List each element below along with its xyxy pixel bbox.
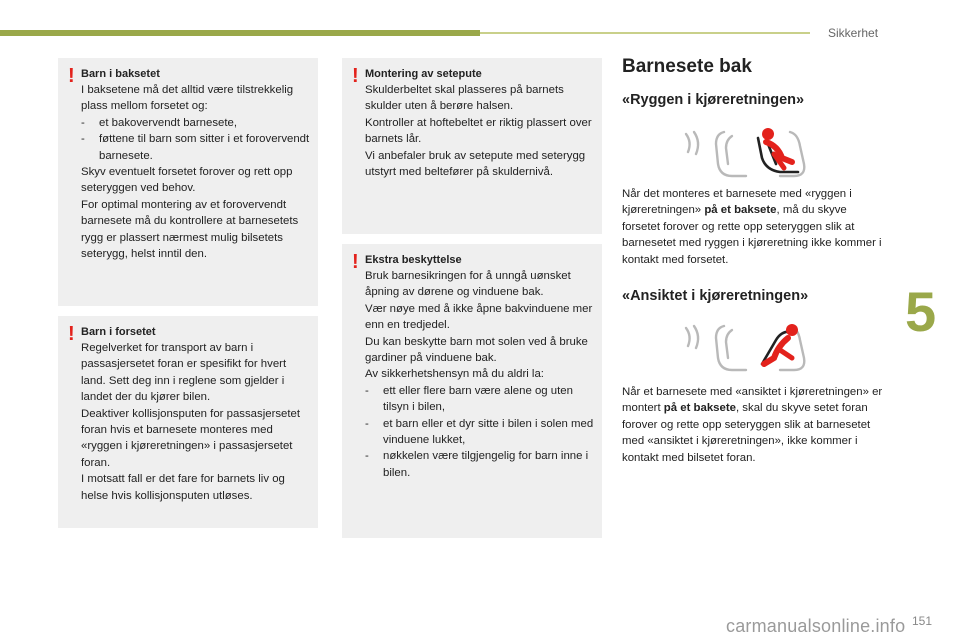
warning-box-setepute bbox=[342, 58, 602, 234]
list-item: - et barn eller et dyr sitte i bilen i solen med vinduene lukket, bbox=[365, 417, 594, 447]
warning-box-forsetet bbox=[58, 316, 318, 528]
forward-facing-description: Når et barnesete med «ansiktet i kjøreretningen» er montert på et baksete, skal du skyve setet foran forover og rette opp seteryggen slik at barnesetet med «ansiktet i kjøreretningen», ikke kommer i kontakt med bilsetet foran. bbox=[622, 386, 883, 464]
list-item: - ett eller flere barn være alene og uten tilsyn i bilen, bbox=[365, 384, 573, 414]
heading-forward-facing: «Ansiktet i kjøreretningen» bbox=[622, 288, 809, 304]
chapter-number: 5 bbox=[905, 280, 937, 343]
list-item: - et bakovervendt barnesete, bbox=[81, 116, 238, 129]
list-item: - nøkkelen være tilgjengelig for barn inne i bilen. bbox=[365, 450, 589, 479]
box-title: Barn i baksetet bbox=[81, 68, 160, 80]
box-text: Bruk barnesikringen for å unngå uønsket åpning av dørene og vinduene bak. Vær nøye med å ikke åpne bakvinduene mer enn en tredjedel. Du kan beskytte barn mot solen ved å bruke gardiner på vinduene bak. Av sikkerhetshensyn må du aldri la: bbox=[365, 270, 593, 381]
forward-facing-child-seat-icon bbox=[680, 318, 830, 376]
box-text: Regelverket for transport av barn i passasjersetet foran er spesifikt for hvert land. Sett deg inn i reglene som gjelder i landet der du kjører bilen. Deaktiver kollisjonsputen for passasjersetet foran hvis et barnesete monteres med «ryggen i kjøreretningen» i passasjersetet foran. I motsatt fall er det fare for barnets liv og helse hvis kollisjonsputen utløses. bbox=[81, 342, 301, 502]
box-text: I baksetene må det alltid være tilstrekkelig plass mellom forsetet og: bbox=[81, 84, 294, 113]
exclamation-icon: ! bbox=[68, 323, 75, 345]
header-accent-bar bbox=[0, 30, 480, 36]
page-title: Barnesete bak bbox=[622, 56, 752, 77]
box-title: Barn i forsetet bbox=[81, 326, 156, 338]
list-item: - føttene til barn som sitter i et forovervendt barnesete. bbox=[81, 133, 310, 162]
header-rule bbox=[480, 32, 810, 34]
exclamation-icon: ! bbox=[352, 65, 359, 87]
box-text: Skyv eventuelt forsetet forover og rett opp seteryggen ved behov. For optimal montering av et forovervendt barnesete må du kontrollere at barnesetets rygg er plassert nærmest mulig bilsetets seterygg, helst inntil den. bbox=[81, 166, 299, 261]
box-title: Montering av setepute bbox=[365, 68, 482, 80]
rear-facing-description: Når det monteres et barnesete med «ryggen i kjøreretningen» på et baksete, må du skyve forsetet forover og rette opp seteryggen slik at barnesetet med ryggen i kjøreretning ikke kommer i kontakt med forsetet. bbox=[622, 188, 882, 266]
section-label: Sikkerhet bbox=[828, 26, 879, 40]
rear-facing-child-seat-icon bbox=[680, 124, 830, 182]
heading-rear-facing: «Ryggen i kjøreretningen» bbox=[622, 92, 805, 108]
box-title: Ekstra beskyttelse bbox=[365, 254, 462, 266]
warning-box-ekstra bbox=[342, 244, 602, 538]
page-number: 151 bbox=[912, 614, 933, 628]
box-list bbox=[81, 115, 310, 164]
box-list bbox=[365, 383, 594, 481]
watermark: carmanualsonline.info bbox=[726, 616, 906, 636]
warning-box-baksetet bbox=[58, 58, 318, 306]
exclamation-icon: ! bbox=[68, 65, 75, 87]
exclamation-icon: ! bbox=[352, 251, 359, 273]
box-text: Skulderbeltet skal plasseres på barnets skulder uten å berøre halsen. Kontroller at hoftebeltet er riktig plassert over barnets lår. Vi anbefaler bruk av setepute med seterygg utstyrt med beltefører på skuldernivå. bbox=[365, 84, 592, 179]
